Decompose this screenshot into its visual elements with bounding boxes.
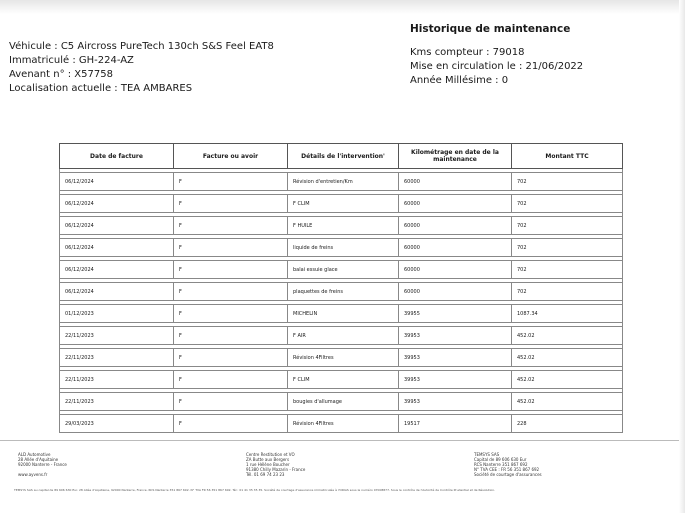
cell-type: F [174,239,288,257]
vehicle-registration: Immatriculé : GH-224-AZ [9,55,134,66]
maintenance-table [59,143,623,433]
vehicle-model: Véhicule : C5 Aircross PureTech 130ch S&S Feel EAT8 [9,41,274,52]
cell-amount: 702 [512,283,623,301]
footer-line: ALD Automotive [18,452,51,457]
table-row [60,415,623,433]
cell-amount: 1087.34 [512,305,623,323]
cell-date: 06/12/2024 [60,217,174,235]
table-row [60,349,623,367]
footer-line: 28 Allée d'Aquitaine [18,457,59,462]
header-invoice-type: Facture ou avoir [174,144,288,169]
cell-date: 06/12/2024 [60,195,174,213]
cell-amount: 452.02 [512,371,623,389]
footer-line: Centre Restitution et VO [246,452,295,457]
cell-type: F [174,261,288,279]
footer-line: 1 rue Hélène Boucher [246,462,290,467]
cell-date: 06/12/2024 [60,173,174,191]
footer-legal [474,452,542,477]
cell-details: F AIR [288,327,399,345]
cell-amount: 452.02 [512,327,623,345]
cell-amount: 702 [512,239,623,257]
page-top-shadow [0,0,685,14]
cell-type: F [174,173,288,191]
cell-details: Révision 4Filtres [288,349,399,367]
footer-line: ZA Butte aux Bergers [246,457,290,462]
cell-details: F CLIM [288,195,399,213]
header-mileage: Kilométrage en date de la maintenance [399,144,512,169]
cell-date: 06/12/2024 [60,261,174,279]
table-row [60,173,623,191]
table-row [60,239,623,257]
page-right-shadow [679,0,685,513]
table-row [60,261,623,279]
cell-mileage: 39953 [399,371,512,389]
cell-amount: 452.02 [512,349,623,367]
footer-line: 91380 Chilly Mazarin - France [246,467,306,472]
cell-mileage: 60000 [399,217,512,235]
cell-type: F [174,327,288,345]
footer-company [18,452,67,477]
cell-details: balai essuie glace [288,261,399,279]
cell-amount: 452.02 [512,393,623,411]
cell-date: 06/12/2024 [60,239,174,257]
cell-mileage: 60000 [399,195,512,213]
table-row [60,327,623,345]
footer-restitution-center [246,452,305,477]
vehicle-amendment: Avenant n° : X57758 [9,69,113,80]
table-row [60,195,623,213]
cell-type: F [174,415,288,433]
cell-date: 22/11/2023 [60,393,174,411]
cell-mileage: 39953 [399,349,512,367]
cell-details: MICHELIN [288,305,399,323]
cell-date: 22/11/2023 [60,349,174,367]
cell-mileage: 39953 [399,327,512,345]
footer-line: N° TVA CEE : FR 56 351 867 692 [474,467,540,472]
cell-amount: 228 [512,415,623,433]
table-row [60,217,623,235]
footer-line: Capital de 89 606 630 Eur [474,457,527,462]
cell-amount: 702 [512,261,623,279]
footer-line: RCS Nanterre 351 867 692 [474,462,528,467]
history-title: Historique de maintenance [410,23,571,35]
table-header-row [60,144,623,169]
cell-details: Révision 4Filtres [288,415,399,433]
registration-date: Mise en circulation le : 21/06/2022 [410,61,584,72]
table-row [60,393,623,411]
cell-amount: 702 [512,195,623,213]
cell-mileage: 60000 [399,173,512,191]
footer-line: 92000 Nanterre - France [18,462,67,467]
footer-divider [0,440,679,441]
cell-type: F [174,349,288,367]
cell-mileage: 60000 [399,283,512,301]
cell-details: bougies d'allumage [288,393,399,411]
header-amount: Montant TTC [512,144,623,169]
cell-date: 22/11/2023 [60,371,174,389]
header-details: Détails de l'intervention' [288,144,399,169]
vehicle-location: Localisation actuelle : TEA AMBARES [9,83,193,94]
cell-type: F [174,371,288,389]
cell-details: Révision d'entretien/Km [288,173,399,191]
vehicle-info [9,40,274,96]
cell-date: 01/12/2023 [60,305,174,323]
cell-mileage: 39953 [399,393,512,411]
cell-type: F [174,305,288,323]
table-row [60,305,623,323]
cell-date: 22/11/2023 [60,327,174,345]
footer-line: TEMSYS SAS [474,452,500,457]
cell-type: F [174,217,288,235]
header-invoice-date: Date de facture [60,144,174,169]
footer-line: Société de courtage d'assurances [474,472,542,477]
cell-type: F [174,283,288,301]
cell-amount: 702 [512,173,623,191]
cell-date: 06/12/2024 [60,283,174,301]
table-body [60,169,623,433]
footer-website[interactable]: www.ayvens.fr [18,472,48,477]
cell-details: F CLIM [288,371,399,389]
cell-mileage: 60000 [399,261,512,279]
cell-type: F [174,393,288,411]
cell-amount: 702 [512,217,623,235]
cell-mileage: 19517 [399,415,512,433]
cell-details: F HUILE [288,217,399,235]
cell-type: F [174,195,288,213]
cell-date: 29/03/2023 [60,415,174,433]
cell-mileage: 60000 [399,239,512,257]
table-row [60,371,623,389]
footer-fine-print: TEMSYS SAS au capital de 89 606 630 Eur. 28 Allée d'Aquitaine, 92000 Nanterre, France. RCS Nanterre 351 867 692. N° TVA FR 56 351 867 692. Tél : 01 41 35 35 35. Société de courtage d'assurance immatriculée à l'ORIAS sous le numéro 07008877. Sous le contrôle de l'Autorité de Contrôle Prudentiel et de Résolution. [14,488,496,492]
table-row [60,283,623,301]
odometer: Kms compteur : 79018 [410,47,525,58]
footer-line: Tél. 01 69 74 23 23 [246,472,285,477]
model-year: Année Millésime : 0 [410,75,509,86]
cell-details: plaquettes de freins [288,283,399,301]
cell-mileage: 39955 [399,305,512,323]
cell-details: liquide de freins [288,239,399,257]
history-header [410,22,583,88]
